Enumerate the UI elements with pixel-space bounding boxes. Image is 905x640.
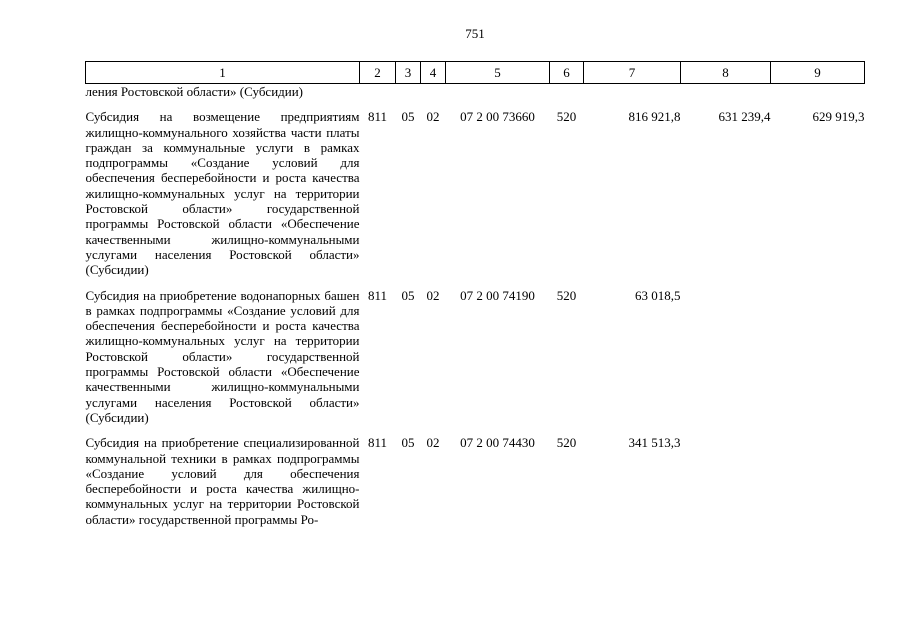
- budget-table: [85, 61, 865, 531]
- row-description: Субсидия на возмещение предприятиям жилищно-коммунального хозяйства части платы граждан за коммунальные услуги в рамках подпрограммы «Создание условий для обеспечения бесперебойности и роста качества жилищно-коммунальных услуг на территории Ростовской области» государственной программы Ростовской области «Обеспечение качественными жилищно-коммунальными услугами населения Ростовской области» (Субсидии): [85, 109, 360, 278]
- header-col-4: 4: [421, 62, 446, 84]
- row-col-6: 520: [556, 287, 577, 303]
- row-col-6: 520: [556, 109, 577, 125]
- continuation-text: ления Ростовской области» (Субсидии): [85, 84, 304, 99]
- row-col-2: 811: [367, 109, 388, 125]
- header-col-3: 3: [396, 62, 421, 84]
- header-col-2: 2: [360, 62, 396, 84]
- row-col-5: 07 2 00 74190: [460, 287, 535, 303]
- header-col-5: 5: [446, 62, 550, 84]
- row-col-8: [681, 282, 771, 430]
- row-description: Субсидия на приобретение специализированной коммунальной техники в рамках подпрограммы «Создание условий для обеспечения бесперебойности и роста качества жилищно-коммунальных услуг на территории Ростовской области» государственной программы Ро-: [85, 435, 360, 527]
- header-col-9: 9: [771, 62, 865, 84]
- row-col-9: [771, 429, 865, 531]
- row-col-6: 520: [556, 435, 577, 451]
- row-col-5: 07 2 00 73660: [460, 109, 535, 125]
- row-col-4: 02: [426, 287, 440, 303]
- table-row: [86, 282, 865, 430]
- row-col-2: 811: [367, 435, 388, 451]
- table-row: [86, 429, 865, 531]
- page-number: 751: [465, 26, 485, 41]
- row-col-7: 816 921,8: [628, 109, 681, 125]
- row-col-4: 02: [426, 435, 440, 451]
- header-col-8: 8: [681, 62, 771, 84]
- header-col-7: 7: [584, 62, 681, 84]
- header-row: [86, 62, 865, 84]
- continuation-row: [86, 84, 865, 104]
- header-col-6: 6: [550, 62, 584, 84]
- row-col-8: 631 239,4: [718, 109, 771, 125]
- row-col-9: 629 919,3: [812, 109, 865, 125]
- table-row: [86, 103, 865, 281]
- row-col-5: 07 2 00 74430: [460, 435, 535, 451]
- row-col-8: [681, 429, 771, 531]
- row-col-4: 02: [426, 109, 440, 125]
- row-col-3: 05: [401, 435, 415, 451]
- row-description: Субсидия на приобретение водонапорных башен в рамках подпрограммы «Создание условий для обеспечения бесперебойности и роста качества жилищно-коммунальных услуг на территории Ростовской области» государственной программы Ростовской области «Обеспечение качественными жилищно-коммунальными услугами населения Ростовской области» (Субсидии): [85, 287, 360, 425]
- row-col-7: 341 513,3: [628, 435, 681, 451]
- row-col-7: 63 018,5: [635, 287, 681, 303]
- header-col-1: 1: [86, 62, 360, 84]
- row-col-3: 05: [401, 109, 415, 125]
- row-col-3: 05: [401, 287, 415, 303]
- row-col-9: [771, 282, 865, 430]
- row-col-2: 811: [367, 287, 388, 303]
